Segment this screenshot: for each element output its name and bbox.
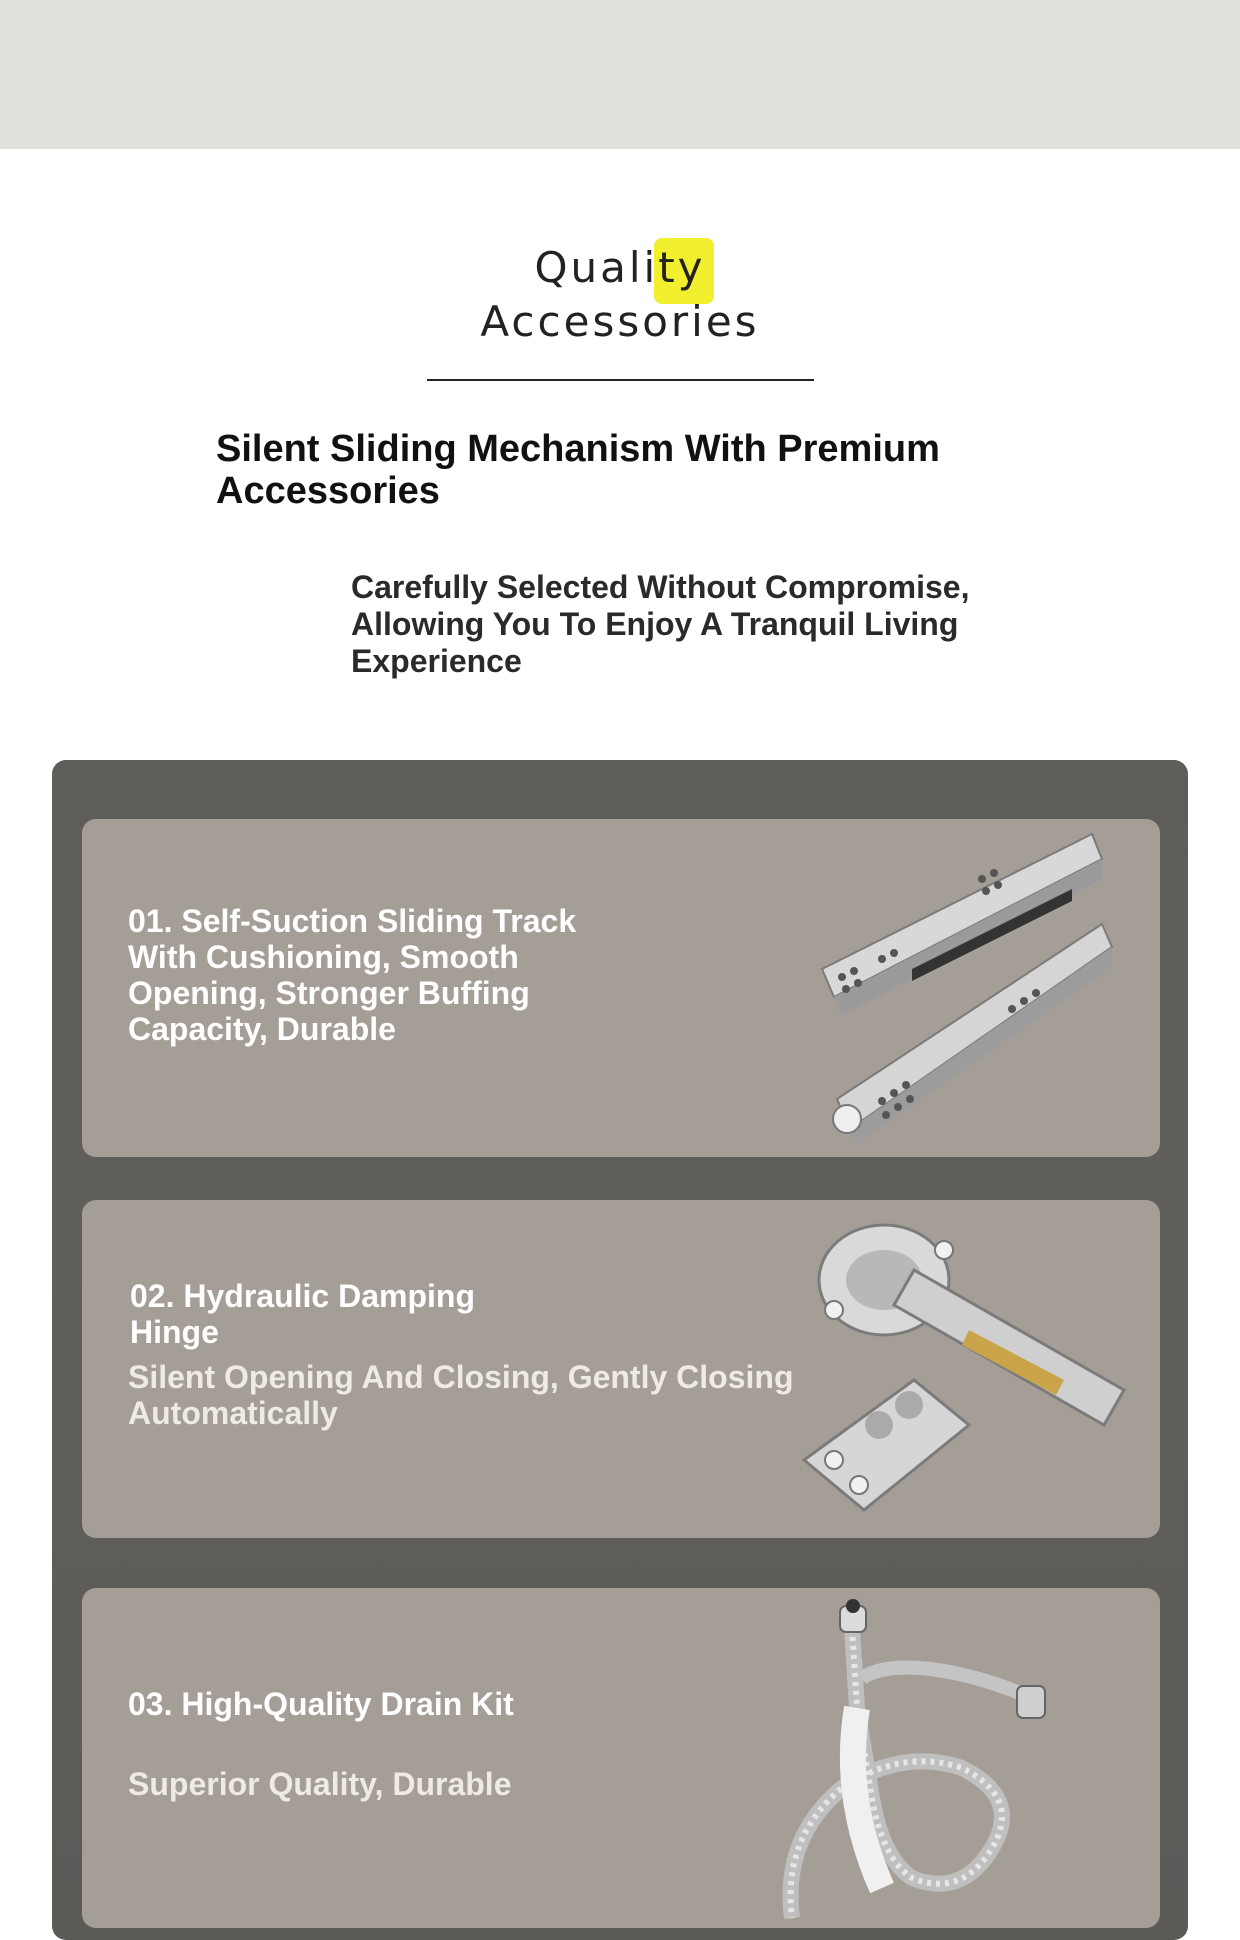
mount-hole [865,1411,893,1439]
section-header [0,240,1240,350]
feature-title: 03. High-Quality Drain Kit [128,1686,514,1722]
rail-roller [833,1105,861,1133]
feature-title: 02. Hydraulic Damping Hinge [130,1278,475,1350]
header-divider [427,379,814,381]
mount-hole [850,1476,868,1494]
hydraulic-hinge-image [794,1210,1144,1535]
subheadline: Carefully Selected Without Compromise, Allowing You To Enjoy A Tranquil Living Experience [351,569,970,679]
drain-kit-image [762,1598,1102,1928]
feature-description: Superior Quality, Durable [128,1766,512,1802]
drawer-slide-rail-image [802,819,1132,1157]
feature-card-slide-rail [82,819,1160,1157]
hose-nut [1017,1686,1045,1718]
feature-title: 01. Self-Suction Sliding Track With Cushioning, Smooth Opening, Stronger Buffing Capacity, Durable [128,903,577,1047]
feature-card-drain-kit [82,1588,1160,1928]
hinge-screw-hole [935,1241,953,1259]
mount-hole [895,1391,923,1419]
hinge-screw-hole [825,1301,843,1319]
hinge-mount-plate [804,1380,969,1510]
headline: Silent Sliding Mechanism With Premium Accessories [216,428,940,512]
header-text-quality: Quality [534,243,706,292]
drain-stopper-cap [846,1599,860,1613]
header-line-quality [534,240,705,296]
hose-upper-loop [862,1668,1032,1698]
feature-card-hinge [82,1200,1160,1538]
mount-hole [825,1451,843,1469]
top-band [0,0,1240,149]
feature-description: Silent Opening And Closing, Gently Closing Automatically [128,1359,794,1431]
header-line-accessories: Accessories [480,297,760,346]
